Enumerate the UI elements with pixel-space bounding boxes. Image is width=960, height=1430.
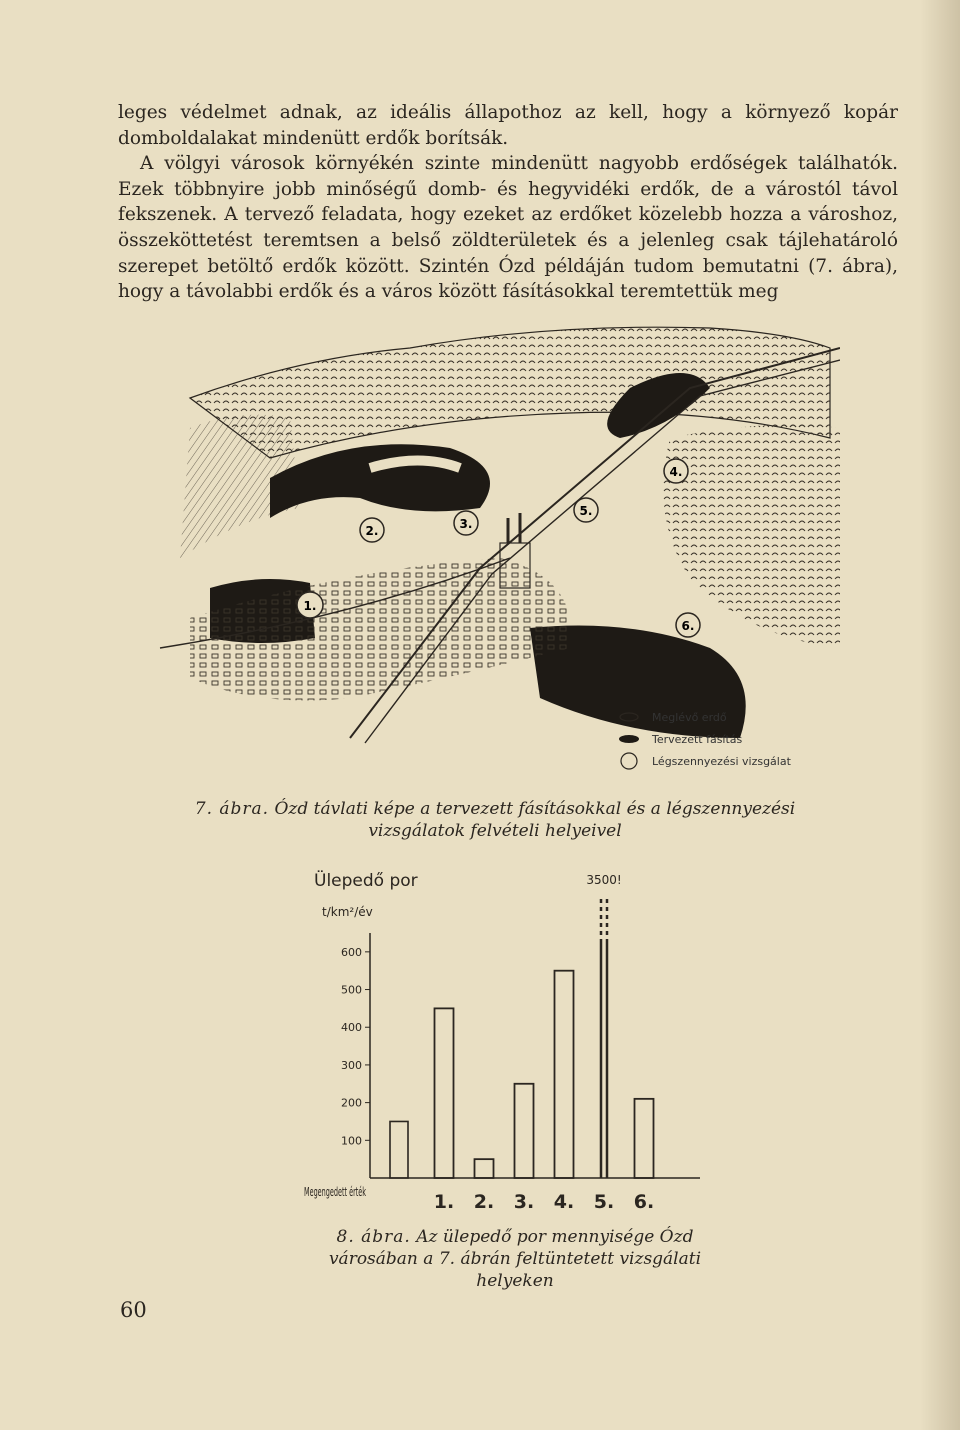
bar-3 [515, 1084, 534, 1178]
bar-6 [635, 1099, 654, 1178]
y-tick-label-100: 100 [341, 1134, 362, 1148]
figure-8-caption [315, 1226, 715, 1292]
paragraph-1: leges védelmet adnak, az ideális állapothoz az kell, hogy a környező kopár domboldalakat mindenütt erdők borítsák. [118, 102, 898, 149]
legend-existing-forest [618, 706, 791, 728]
figure-8-caption-text: Az ülepedő por mennyisége Ózd városában a 7. ábrán feltüntetett vizsgálati helyeken [328, 1227, 702, 1291]
survey-marker-2 [360, 518, 384, 542]
paragraph-2: A völgyi városok környékén szinte mindenütt nagyobb erdőségek találhatók. Ezek többnyire jobb minőségű domb- és hegyvidéki erdők, de a várostól távol fekszenek. A tervező feladata, hogy ezeket az erdőket közelebb hozza a városhoz, összeköttetést teremtsen a belső zöldterületek és a jelenleg csak tájlehatároló szerepet betöltő erdők között. Szintén Ózd példáján tudom bemutatni (7. ábra), hogy a távolabbi erdők és a város között fásításokkal teremtettük meg [118, 153, 898, 303]
survey-marker-2-label: 2. [365, 524, 379, 538]
survey-marker-6-label: 6. [681, 619, 695, 633]
legend-planned-planting [618, 728, 791, 750]
x-label-2: 2. [473, 1191, 495, 1213]
broken-bar-value-label: 3500! [586, 873, 622, 887]
figure-7-caption-label: 7. ábra. [194, 799, 270, 819]
survey-marker-1 [297, 592, 323, 618]
y-tick-label-300: 300 [341, 1058, 362, 1072]
legend-planned-planting-label: Tervezett fásítás [652, 732, 743, 746]
x-label-1: 1. [433, 1191, 455, 1213]
page-number: 60 [120, 1298, 147, 1322]
town-area [190, 558, 571, 701]
x-label-6: 6. [633, 1191, 655, 1213]
survey-marker-4 [664, 459, 688, 483]
threshold-bar [390, 1121, 408, 1178]
air-pollution-test-symbol [618, 751, 640, 771]
figure-7-caption-text: Ózd távlati képe a tervezett fásításokkal és a légszennyezési vizsgálatok felvételi helyeivel [274, 799, 796, 841]
survey-marker-5-label: 5. [579, 504, 593, 518]
survey-marker-4-label: 4. [669, 465, 683, 479]
threshold-label: Megengedett érték [304, 1185, 367, 1199]
survey-marker-1-label: 1. [303, 599, 317, 613]
figure-8-bar-chart [300, 858, 720, 1223]
figure-7-legend [618, 706, 791, 772]
y-tick-label-600: 600 [341, 945, 362, 959]
survey-marker-5 [574, 498, 598, 522]
x-label-4: 4. [553, 1191, 575, 1213]
bar-series [390, 898, 654, 1178]
bar-1 [435, 1008, 454, 1178]
y-tick-label-200: 200 [341, 1096, 362, 1110]
legend-air-pollution-test [618, 750, 791, 772]
bar-4 [555, 971, 574, 1178]
figure-7-caption [150, 798, 840, 842]
chart-title: Ülepedő por [314, 871, 418, 891]
existing-forest-symbol [618, 711, 640, 723]
x-axis-labels [434, 1191, 654, 1213]
y-axis-ticks [341, 946, 370, 1147]
body-text [118, 100, 898, 305]
y-axis-unit: t/km²/év [322, 905, 373, 919]
planted-forest-band [270, 444, 490, 518]
x-label-3: 3. [513, 1191, 535, 1213]
page-edge-shadow [920, 0, 960, 1430]
survey-marker-3 [454, 511, 478, 535]
legend-existing-forest-label: Meglévő erdő [652, 710, 727, 724]
y-tick-label-500: 500 [341, 983, 362, 997]
bar-2 [475, 1159, 494, 1178]
figure-8-caption-label: 8. ábra. [336, 1227, 411, 1247]
legend-air-pollution-test-label: Légszennyezési vizsgálat [652, 754, 791, 768]
planned-planting-symbol [618, 733, 640, 745]
x-label-5: 5. [593, 1191, 615, 1213]
survey-marker-6 [676, 613, 700, 637]
survey-marker-3-label: 3. [459, 517, 473, 531]
y-tick-label-400: 400 [341, 1021, 362, 1035]
